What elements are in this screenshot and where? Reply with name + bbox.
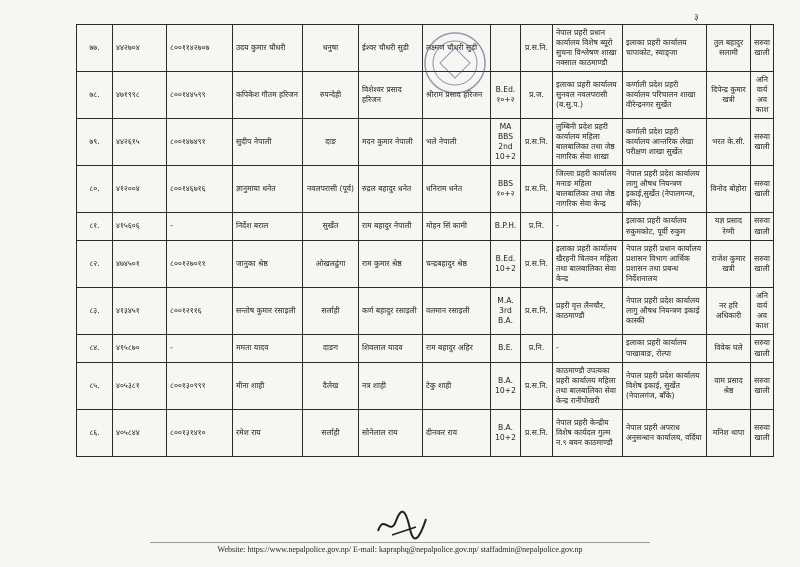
cell-id: ८००१३०९९१ <box>167 363 233 410</box>
cell-name: रमेश राय <box>233 410 303 457</box>
cell-status: सरुवा खाली <box>751 25 774 72</box>
cell-office: काठमाण्डौ उपत्यका प्रहरी कार्यालय महिला तथा बालबालिका सेवा केन्द्र रानीपोखरी <box>553 363 623 410</box>
cell-office: जिल्ला प्रहरी कार्यालय मनाङ महिला बालबालिका तथा जेष्ठ नागरिक सेवा केन्द्र <box>553 166 623 213</box>
cell-new-office: इलाका प्रहरी कार्यालय पाखावाङ, रोल्पा <box>623 335 707 363</box>
cell-officer: वाम प्रसाद श्रेष्ठ <box>707 363 751 410</box>
cell-father: रुद्रल बहादुर धनेत <box>359 166 423 213</box>
cell-roll: ४१५६०६ <box>113 213 167 241</box>
cell-sn: ८४. <box>77 335 113 363</box>
cell-sn: ८१. <box>77 213 113 241</box>
cell-roll: ४१३४५१ <box>113 288 167 335</box>
cell-grandfather: राम बहादुर अहिर <box>423 335 491 363</box>
cell-qual: MA BBS 2nd 10+2 <box>491 119 521 166</box>
cell-status: सरुवा खाली <box>751 410 774 457</box>
cell-officer: यज्ञ प्रसाद रेग्मी <box>707 213 751 241</box>
cell-district: सर्लाही <box>303 410 359 457</box>
cell-officer: दिपेन्द्र कुमार खत्री <box>707 72 751 119</box>
cell-grandfather: धनिराम धनेत <box>423 166 491 213</box>
cell-rank: प्र.स.नि. <box>521 363 553 410</box>
cell-status: सरुवा खाली <box>751 213 774 241</box>
cell-grandfather: भले नेपाली <box>423 119 491 166</box>
footer-rule <box>150 542 650 543</box>
cell-name: जानुका श्रेष्ठ <box>233 241 303 288</box>
cell-grandfather: श्रीराम प्रसाद हरिजन <box>423 72 491 119</box>
transfer-table <box>76 24 774 457</box>
cell-qual: B.A. 10+2 <box>491 410 521 457</box>
cell-grandfather: टेकु शाही <box>423 363 491 410</box>
cell-id: ८००१२७०११ <box>167 241 233 288</box>
cell-grandfather: मोहन सिं कामी <box>423 213 491 241</box>
cell-status: अनिवार्य अवकाश <box>751 288 774 335</box>
cell-district: दाङ <box>303 119 359 166</box>
cell-name: ज्ञानुमाया धनेत <box>233 166 303 213</box>
cell-name: सन्तोष कुमार रसाइली <box>233 288 303 335</box>
table-row <box>77 241 774 288</box>
table-row <box>77 25 774 72</box>
cell-officer: मनिश थापा <box>707 410 751 457</box>
cell-new-office: इलाका प्रहरी कार्यालय चापाकोट, स्याङ्जा <box>623 25 707 72</box>
cell-qual: B.A. 10+2 <box>491 363 521 410</box>
cell-sn: ७७. <box>77 25 113 72</box>
cell-grandfather: लक्ष्मण चौधरी सुडी <box>423 25 491 72</box>
cell-status: अनिवार्य अवकाश <box>751 72 774 119</box>
table-row <box>77 119 774 166</box>
cell-office: इलाका प्रहरी कार्यालय खैरहनी चितवन महिला तथा बालबालिका सेवा केन्द्र <box>553 241 623 288</box>
cell-name: सुदीप नेपाली <box>233 119 303 166</box>
cell-qual: B.Ed. १०+२ <box>491 72 521 119</box>
cell-id: ८००१४४५९९ <box>167 72 233 119</box>
cell-father: शिवलाल यादव <box>359 335 423 363</box>
table-row <box>77 166 774 213</box>
cell-new-office: इलाका प्रहरी कार्यालय रुकुमकोट, पूर्वी रुकुम <box>623 213 707 241</box>
cell-office: इलाका प्रहरी कार्यालय सुनवल नवलपरासी (ब.सु.प.) <box>553 72 623 119</box>
cell-roll: ४४२७०४ <box>113 25 167 72</box>
cell-qual <box>491 25 521 72</box>
cell-father: मदन कुमार नेपाली <box>359 119 423 166</box>
cell-father: सोनेलाल राय <box>359 410 423 457</box>
cell-sn: ८०. <box>77 166 113 213</box>
cell-officer: राजेश कुमार खत्री <box>707 241 751 288</box>
cell-status: सरुवा खाली <box>751 119 774 166</box>
table-row <box>77 213 774 241</box>
table-row <box>77 363 774 410</box>
cell-sn: ७९. <box>77 119 113 166</box>
cell-qual: BBS १०+२ <box>491 166 521 213</box>
cell-new-office: नेपाल प्रहरी प्रधान कार्यालय प्रशासन विभाग आर्थिक प्रशासन तथा प्रबन्ध निर्देशनालय <box>623 241 707 288</box>
cell-rank: प्र.नि. <box>521 335 553 363</box>
cell-office: लुम्बिनी प्रदेश प्रहरी कार्यालय महिला बालबालिका तथा जेष्ठ नागरिक सेवा शाखा <box>553 119 623 166</box>
cell-sn: ८२. <box>77 241 113 288</box>
cell-district: सर्लाही <box>303 288 359 335</box>
cell-id: ८००१२११६ <box>167 288 233 335</box>
cell-status: सरुवा खाली <box>751 241 774 288</box>
cell-sn: ८३. <box>77 288 113 335</box>
cell-grandfather: वलमान रसाइली <box>423 288 491 335</box>
cell-id: ८००११४२७०७ <box>167 25 233 72</box>
cell-new-office: नेपाल प्रहरी प्रदेश कार्यालय लागु औषध नियन्त्रण इकाई,सुर्खेत (नेपालगन्ज, बाँके) <box>623 166 707 213</box>
cell-officer: तुल बहादुर सलामी <box>707 25 751 72</box>
table-row <box>77 335 774 363</box>
cell-id: ८००१४६७१६ <box>167 166 233 213</box>
cell-sn: ७८. <box>77 72 113 119</box>
cell-new-office: कर्णाली प्रदेश प्रहरी कार्यालय परिचालन शाखा वीरेन्द्रनगर सुर्खेत <box>623 72 707 119</box>
cell-office: नेपाल प्रहरी केन्द्रीय विशेष कार्यदल गुल्म न.९ बयन काठमाण्डौ <box>553 410 623 457</box>
cell-district: दैलेख <box>303 363 359 410</box>
cell-district: धनुषा <box>303 25 359 72</box>
cell-district: रुपन्देही <box>303 72 359 119</box>
cell-rank: प्र.स.नि. <box>521 25 553 72</box>
signature <box>372 507 432 541</box>
cell-officer: विवेक घले <box>707 335 751 363</box>
cell-roll: ४१५८७० <box>113 335 167 363</box>
cell-father: राम बहादुर नेपाली <box>359 213 423 241</box>
table-row <box>77 288 774 335</box>
cell-status: सरुवा खाली <box>751 335 774 363</box>
cell-qual: M.A. 3rd B.A. <box>491 288 521 335</box>
cell-new-office: नेपाल प्रहरी प्रदेश कार्यालय विशेष इकाई, सुर्खेत (नेपालगंज, बाँके) <box>623 363 707 410</box>
table-row <box>77 410 774 457</box>
table-row <box>77 72 774 119</box>
cell-roll: ४०५८४४ <box>113 410 167 457</box>
cell-district: नवलपरासी (पूर्व) <box>303 166 359 213</box>
cell-name: मीना शाही <box>233 363 303 410</box>
cell-roll: ४०५३८१ <box>113 363 167 410</box>
cell-status: सरुवा खाली <box>751 363 774 410</box>
cell-id: ८००१४७४९१ <box>167 119 233 166</box>
cell-grandfather: दीनकर राय <box>423 410 491 457</box>
cell-name: कपिकेश गौतम हरिजन <box>233 72 303 119</box>
cell-rank: प्र.स.नि. <box>521 288 553 335</box>
cell-id: - <box>167 213 233 241</box>
cell-father: ईश्वर चौधरी सुडी <box>359 25 423 72</box>
cell-roll: ४७१९९८ <box>113 72 167 119</box>
cell-office: प्रहरी वृत्त लैनचौर, काठमाण्डौ <box>553 288 623 335</box>
cell-rank: प्र.स.नि. <box>521 166 553 213</box>
cell-officer: विनोद बोहोरा <box>707 166 751 213</box>
footer-contact: Website: https://www.nepalpolice.gov.np/ E-mail: kapraphq@nepalpolice.gov.np/ staffadmin@nepalpolice.gov.np <box>217 545 583 554</box>
cell-name: ममता यादव <box>233 335 303 363</box>
cell-rank: प्र.स.नि. <box>521 119 553 166</box>
cell-district: ओखलढुंगा <box>303 241 359 288</box>
cell-id: ८००१३१४१० <box>167 410 233 457</box>
cell-name: निर्देश बराल <box>233 213 303 241</box>
cell-officer: नर हरि अधिकारी <box>707 288 751 335</box>
cell-grandfather: चन्द्रबहादुर श्रेष्ठ <box>423 241 491 288</box>
page-mark: ३ <box>694 13 699 23</box>
cell-status: सरुवा खाली <box>751 166 774 213</box>
cell-rank: प्र.नि. <box>521 213 553 241</box>
cell-roll: ४७४५०१ <box>113 241 167 288</box>
cell-father: नत्र शाही <box>359 363 423 410</box>
cell-qual: B.E. <box>491 335 521 363</box>
cell-sn: ८५. <box>77 363 113 410</box>
cell-rank: प्र.स.नि. <box>521 241 553 288</box>
cell-new-office: नेपाल प्रहरी प्रदेश कार्यालय लागु औषध नियन्त्रण इकाई कास्की <box>623 288 707 335</box>
cell-father: राम कुमार श्रेष्ठ <box>359 241 423 288</box>
cell-roll: ४१२००४ <box>113 166 167 213</box>
cell-new-office: कर्णाली प्रदेश प्रहरी कार्यालय आन्तरिक लेखा परीक्षण शाखा सुर्खेत <box>623 119 707 166</box>
cell-rank: प्र.ज. <box>521 72 553 119</box>
cell-father: कर्ण बहादुर रसाइली <box>359 288 423 335</box>
cell-rank: प्र.स.नि. <box>521 410 553 457</box>
cell-id: - <box>167 335 233 363</box>
cell-office: नेपाल प्रहरी प्रधान कार्यालय विशेष ब्यूरो सुचना विश्लेषण शाखा नक्साल काठमाण्डौ <box>553 25 623 72</box>
cell-name: उदय कुमार चौधरी <box>233 25 303 72</box>
cell-qual: B.P.H. <box>491 213 521 241</box>
cell-qual: B.Ed. 10+2 <box>491 241 521 288</box>
cell-office: - <box>553 213 623 241</box>
cell-new-office: नेपाल प्रहरी अपराध अनुसन्धान कार्यालय, वर्दिया <box>623 410 707 457</box>
cell-father: विशेश्वर प्रसाद हरिजन <box>359 72 423 119</box>
cell-district: सुर्खेत <box>303 213 359 241</box>
cell-roll: ४४२६१५ <box>113 119 167 166</box>
cell-officer: भरत के.सी. <box>707 119 751 166</box>
cell-office: - <box>553 335 623 363</box>
cell-sn: ८६. <box>77 410 113 457</box>
cell-district: दाङग <box>303 335 359 363</box>
